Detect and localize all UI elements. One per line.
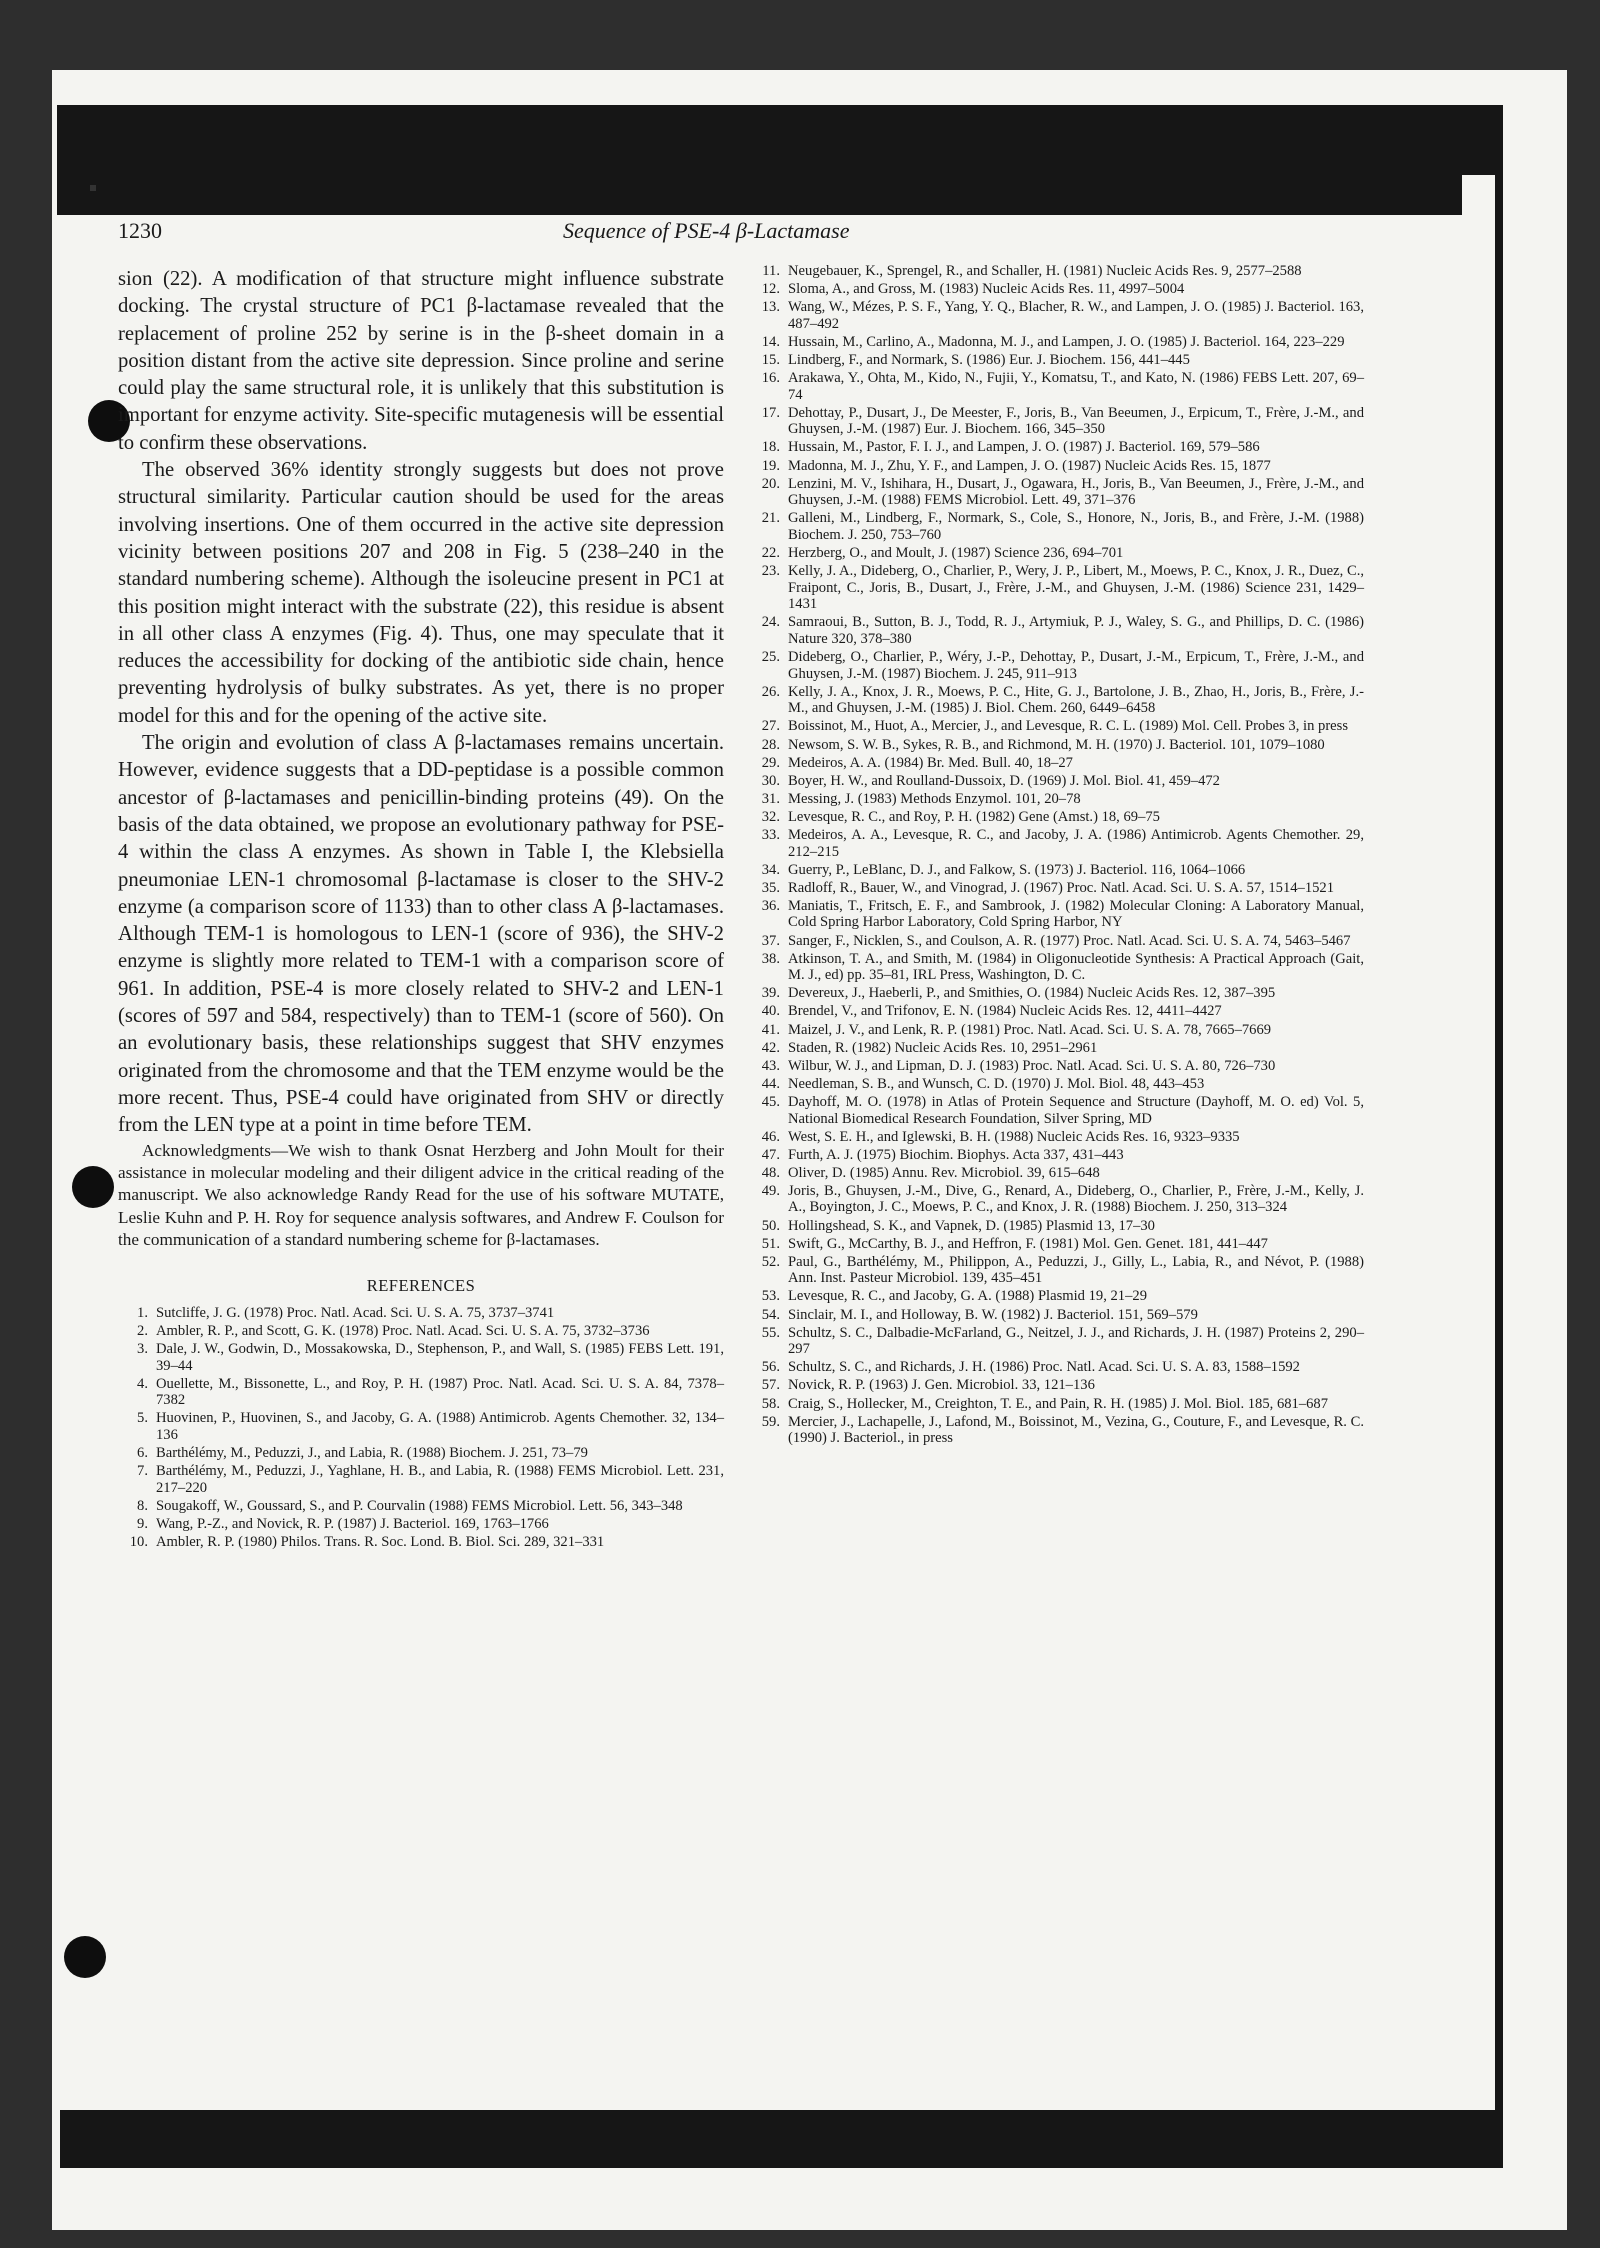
- reference-item: [750, 1040, 1364, 1057]
- reference-number: 46.: [761, 1128, 780, 1145]
- reference-number: 9.: [137, 1515, 148, 1532]
- reference-text: Herzberg, O., and Moult, J. (1987) Science 236, 694–701: [788, 545, 1124, 561]
- reference-item: [750, 458, 1364, 475]
- references-list-left: [118, 1305, 724, 1551]
- bottom-scan-border: [60, 2110, 1502, 2168]
- reference-text: Brendel, V., and Trifonov, E. N. (1984) Nucleic Acids Res. 12, 4411–4427: [788, 1003, 1222, 1020]
- references-heading: REFERENCES: [366, 1275, 476, 1295]
- reference-item: [750, 1236, 1364, 1253]
- reference-item: [750, 334, 1364, 351]
- reference-number: 20.: [761, 475, 780, 492]
- reference-number: 13.: [761, 299, 780, 316]
- reference-number: 55.: [761, 1324, 780, 1341]
- reference-item: [750, 827, 1364, 860]
- reference-item: [118, 1305, 724, 1322]
- reference-item: [750, 1076, 1364, 1093]
- reference-number: 15.: [761, 351, 780, 368]
- running-title: Sequence of PSE-4 β-Lactamase: [563, 218, 850, 243]
- reference-item: [750, 718, 1364, 735]
- reference-item: [750, 263, 1364, 280]
- reference-item: [750, 791, 1364, 808]
- reference-item: [750, 985, 1364, 1002]
- reference-item: [118, 1445, 724, 1462]
- reference-text: Medeiros, A. A., Levesque, R. C., and Jacoby, J. A. (1986) Antimicrob. Agents Chemother. 29, 212–215: [788, 827, 1364, 860]
- reference-item: [750, 1359, 1364, 1376]
- reference-text: Medeiros, A. A. (1984) Br. Med. Bull. 40, 18–27: [788, 754, 1073, 771]
- reference-text: Guerry, P., LeBlanc, D. J., and Falkow, S. (1973) J. Bacteriol. 116, 1064–1066: [788, 861, 1246, 878]
- reference-number: 27.: [761, 718, 780, 735]
- reference-text: Swift, G., McCarthy, B. J., and Heffron, F. (1981) Mol. Gen. Genet. 181, 441–447: [788, 1235, 1268, 1252]
- left-column: [118, 266, 724, 1552]
- reference-text: Levesque, R. C., and Roy, P. H. (1982) Gene (Amst.) 18, 69–75: [788, 808, 1160, 825]
- reference-item: [750, 476, 1364, 509]
- reference-text: Schultz, S. C., Dalbadie-McFarland, G., Neitzel, J. J., and Richards, J. H. (1987) Proteins 2, 290–297: [788, 1324, 1364, 1358]
- right-scan-border: [1495, 105, 1503, 2168]
- body-paragraph-3: The origin and evolution of class A β-lactamases remains uncertain. However, evidence suggests that a DD-peptidase is a possible common ancestor of β-lactamases and penicillin-binding proteins (49). On the basis of the data obtained, we propose an evolutionary pathway for PSE-4 within the class A enzymes. As shown in Table I, the Klebsiella pneumoniae LEN-1 chromosomal β-lactamase is closer to the SHV-2 enzyme (a comparison score of 1133) than to other class A β-lactamases. Although TEM-1 is homologous to LEN-1 (score of 936), the SHV-2 enzyme is slightly more related to TEM-1 with a comparison score of 961. In addition, PSE-4 is more closely related to SHV-2 and LEN-1 (scores of 597 and 584, respectively) than to TEM-1 (score of 560). On an evolutionary basis, these relationships suggest that SHV enzymes originated from the chromosome and that the TEM enzyme would be the more recent. Thus, PSE-4 could have originated from SHV or directly from the LEN type at a point in time before TEM.: [118, 732, 724, 1137]
- reference-item: [750, 439, 1364, 456]
- reference-text: Barthélémy, M., Peduzzi, J., Yaghlane, H. B., and Labia, R. (1988) FEMS Microbiol. Lett. 231, 217–220: [156, 1463, 724, 1496]
- reference-text: Hussain, M., Pastor, F. I. J., and Lampen, J. O. (1987) J. Bacteriol. 169, 579–586: [788, 439, 1260, 456]
- reference-text: Atkinson, T. A., and Smith, M. (1984) in Oligonucleotide Synthesis: A Practical Approach (Gait, M. J., ed) pp. 35–81, IRL Press, Washington, D. C.: [788, 950, 1364, 984]
- reference-text: Kelly, J. A., Dideberg, O., Charlier, P., Wery, J. P., Libert, M., Moews, P. C., Knox, J. R., Duez, C., Fraipont, C., Joris, B., Dusart, J., Frère, J.-M., and Ghuysen, J.-M. (1986) Science 231, 1429–1431: [788, 563, 1364, 613]
- reference-number: 54.: [761, 1306, 780, 1323]
- reference-item: [750, 773, 1364, 790]
- reference-text: Paul, G., Barthélémy, M., Philippon, A., Peduzzi, J., Gilly, L., Labia, R., and Névot, P. (1988) Ann. Inst. Pasteur Microbiol. 139, 435–451: [788, 1253, 1364, 1287]
- reference-number: 16.: [761, 370, 780, 387]
- reference-number: 49.: [761, 1182, 780, 1199]
- reference-number: 32.: [761, 808, 780, 825]
- reference-text: Barthélémy, M., Peduzzi, J., and Labia, R. (1988) Biochem. J. 251, 73–79: [156, 1445, 588, 1462]
- reference-number: 6.: [137, 1445, 148, 1462]
- reference-number: 29.: [761, 754, 780, 771]
- reference-number: 43.: [761, 1057, 780, 1074]
- reference-text: Novick, R. P. (1963) J. Gen. Microbiol. 33, 121–136: [788, 1377, 1095, 1394]
- reference-text: Wang, W., Mézes, P. S. F., Yang, Y. Q., Blacher, R. W., and Lampen, J. O. (1985) J. Bacteriol. 163, 487–492: [788, 299, 1364, 332]
- reference-item: [118, 1463, 724, 1496]
- page-number: 1230: [118, 218, 162, 243]
- reference-text: Dideberg, O., Charlier, P., Wéry, J.-P., Dehottay, P., Dusart, J.-M., Erpicum, T., Frère, J.-M., and Ghuysen, J.-M. (1987) Biochem. J. 245, 911–913: [788, 649, 1364, 682]
- reference-number: 14.: [761, 333, 780, 350]
- reference-text: Ambler, R. P., and Scott, G. K. (1978) Proc. Natl. Acad. Sci. U. S. A. 75, 3732–3736: [156, 1322, 650, 1339]
- reference-item: [750, 933, 1364, 950]
- reference-text: Boissinot, M., Huot, A., Mercier, J., and Levesque, R. C. L. (1989) Mol. Cell. Probes 3, in press: [788, 718, 1349, 735]
- reference-text: Sanger, F., Nicklen, S., and Coulson, A. R. (1977) Proc. Natl. Acad. Sci. U. S. A. 74, 5463–5467: [788, 932, 1351, 949]
- reference-number: 21.: [761, 510, 780, 527]
- reference-item: [750, 1396, 1364, 1413]
- reference-number: 40.: [761, 1003, 780, 1020]
- reference-number: 44.: [761, 1075, 780, 1092]
- reference-number: 4.: [137, 1375, 148, 1392]
- reference-text: Hussain, M., Carlino, A., Madonna, M. J., and Lampen, J. O. (1985) J. Bacteriol. 164, 223–229: [788, 333, 1345, 350]
- reference-item: [750, 352, 1364, 369]
- reference-text: Newsom, S. W. B., Sykes, R. B., and Richmond, M. H. (1970) J. Bacteriol. 101, 1079–1080: [788, 736, 1325, 753]
- reference-number: 57.: [761, 1377, 780, 1394]
- reference-number: 17.: [761, 404, 780, 421]
- reference-item: [750, 649, 1364, 682]
- reference-text: Lenzini, M. V., Ishihara, H., Dusart, J., Ogawara, H., Joris, B., Van Beeumen, J., Frère, J.-M., and Ghuysen, J.-M. (1988) FEMS Microbiol. Lett. 49, 371–376: [788, 475, 1364, 509]
- reference-item: [750, 299, 1364, 332]
- reference-item: [750, 1183, 1364, 1216]
- references-list-right: [750, 263, 1364, 1447]
- reference-number: 8.: [137, 1497, 148, 1514]
- reference-text: Galleni, M., Lindberg, F., Normark, S., Cole, S., Honore, N., Joris, B., and Frère, J.-M. (1988) Biochem. J. 250, 753–760: [788, 510, 1364, 543]
- reference-item: [750, 862, 1364, 879]
- right-column: [750, 263, 1364, 1448]
- reference-number: 7.: [137, 1463, 148, 1480]
- reference-item: [118, 1498, 724, 1515]
- reference-item: [750, 755, 1364, 772]
- reference-item: [750, 370, 1364, 403]
- reference-text: Arakawa, Y., Ohta, M., Kido, N., Fujii, Y., Komatsu, T., and Kato, N. (1986) FEBS Lett. 207, 69–74: [788, 370, 1364, 403]
- reference-text: Hollingshead, S. K., and Vapnek, D. (1985) Plasmid 13, 17–30: [788, 1217, 1155, 1234]
- reference-text: Levesque, R. C., and Jacoby, G. A. (1988) Plasmid 19, 21–29: [788, 1288, 1147, 1305]
- reference-text: Sloma, A., and Gross, M. (1983) Nucleic Acids Res. 11, 4997–5004: [788, 281, 1185, 298]
- body-paragraph-2: The observed 36% identity strongly suggests but does not prove structural similarity. Particular caution should be used for the areas involving insertions. One of them occurred in the active site depression vicinity between positions 207 and 208 in Fig. 5 (238–240 in the standard numbering scheme). Although the isoleucine present in PC1 at this position might interact with the substrate (22), this residue is absent in all other class A enzymes (Fig. 4). Thus, one may speculate that it reduces the accessibility for docking of the antibiotic side chain, hence preventing hydrolysis of bulky substrates. As yet, there is no proper model for this and for the opening of the active site.: [118, 459, 724, 727]
- reference-number: 10.: [129, 1534, 148, 1551]
- reference-text: Sinclair, M. I., and Holloway, B. W. (1982) J. Bacteriol. 151, 569–579: [788, 1306, 1198, 1323]
- reference-number: 11.: [762, 263, 780, 279]
- reference-item: [750, 405, 1364, 438]
- reference-number: 19.: [761, 457, 780, 474]
- reference-item: [118, 1376, 724, 1409]
- reference-text: Radloff, R., Bauer, W., and Vinograd, J. (1967) Proc. Natl. Acad. Sci. U. S. A. 57, 1514–1521: [788, 879, 1335, 896]
- reference-number: 47.: [761, 1146, 780, 1163]
- reference-text: West, S. E. H., and Iglewski, B. H. (1988) Nucleic Acids Res. 16, 9323–9335: [788, 1128, 1240, 1145]
- reference-number: 24.: [761, 614, 780, 631]
- reference-number: 18.: [761, 439, 780, 456]
- reference-number: 12.: [761, 281, 780, 298]
- reference-item: [750, 1058, 1364, 1075]
- reference-text: Furth, A. J. (1975) Biochim. Biophys. Acta 337, 431–443: [788, 1146, 1124, 1163]
- reference-number: 51.: [761, 1235, 780, 1252]
- reference-item: [750, 1129, 1364, 1146]
- reference-item: [750, 510, 1364, 543]
- top-scan-border: [57, 105, 1462, 215]
- reference-number: 35.: [761, 879, 780, 896]
- reference-number: 34.: [761, 861, 780, 878]
- acknowledgments: Acknowledgments—We wish to thank Osnat Herzberg and John Moult for their assistance in molecular modeling and their diligent advice in the critical reading of the manuscript. We also acknowledge Randy Read for the use of his software MUTATE, Leslie Kuhn and P. H. Roy for sequence analysis softwares, and Andrew F. Coulson for the communication of a standard numbering scheme for β-lactamases.: [118, 1140, 724, 1250]
- reference-number: 39.: [761, 985, 780, 1002]
- reference-item: [750, 545, 1364, 562]
- reference-text: Ouellette, M., Bissonette, L., and Roy, P. H. (1987) Proc. Natl. Acad. Sci. U. S. A. 84, 7378–7382: [156, 1375, 724, 1409]
- reference-text: Joris, B., Ghuysen, J.-M., Dive, G., Renard, A., Dideberg, O., Charlier, P., Frère, J.-M., Kelly, J. A., Boyington, J. C., Moews, P. C., and Knox, J. R. (1988) Biochem. J. 250, 313–324: [788, 1182, 1364, 1216]
- reference-text: Devereux, J., Haeberli, P., and Smithies, O. (1984) Nucleic Acids Res. 12, 387–395: [788, 985, 1276, 1002]
- reference-text: Schultz, S. C., and Richards, J. H. (1986) Proc. Natl. Acad. Sci. U. S. A. 83, 1588–1592: [788, 1359, 1300, 1376]
- reference-number: 38.: [761, 950, 780, 967]
- reference-item: [750, 1254, 1364, 1287]
- reference-text: Lindberg, F., and Normark, S. (1986) Eur. J. Biochem. 156, 441–445: [788, 351, 1190, 368]
- reference-text: Needleman, S. B., and Wunsch, C. D. (1970) J. Mol. Biol. 48, 443–453: [788, 1075, 1205, 1092]
- reference-number: 28.: [761, 736, 780, 753]
- reference-number: 31.: [761, 790, 780, 807]
- reference-text: Madonna, M. J., Zhu, Y. F., and Lampen, J. O. (1987) Nucleic Acids Res. 15, 1877: [788, 457, 1271, 474]
- scan-mark: [90, 185, 96, 191]
- reference-item: [750, 281, 1364, 298]
- reference-text: Craig, S., Hollecker, M., Creighton, T. E., and Pain, R. H. (1985) J. Mol. Biol. 185, 681–687: [788, 1395, 1329, 1412]
- reference-item: [750, 1147, 1364, 1164]
- reference-number: 58.: [761, 1395, 780, 1412]
- reference-item: [118, 1341, 724, 1374]
- reference-item: [750, 1377, 1364, 1394]
- reference-text: Maizel, J. V., and Lenk, R. P. (1981) Proc. Natl. Acad. Sci. U. S. A. 78, 7665–7669: [788, 1021, 1272, 1038]
- reference-number: 25.: [761, 649, 780, 666]
- punch-hole-middle: [72, 1166, 114, 1208]
- reference-number: 22.: [761, 545, 780, 561]
- reference-item: [118, 1534, 724, 1551]
- reference-item: [750, 1094, 1364, 1127]
- reference-number: 45.: [761, 1093, 780, 1110]
- reference-item: [750, 1307, 1364, 1324]
- reference-item: [750, 951, 1364, 984]
- reference-number: 23.: [761, 563, 780, 580]
- reference-item: [118, 1323, 724, 1340]
- reference-text: Samraoui, B., Sutton, B. J., Todd, R. J., Artymiuk, P. J., Waley, S. G., and Phillips, D. C. (1986) Nature 320, 378–380: [788, 614, 1364, 647]
- reference-number: 5.: [137, 1410, 148, 1427]
- reference-text: Neugebauer, K., Sprengel, R., and Schaller, H. (1981) Nucleic Acids Res. 9, 2577–2588: [788, 263, 1302, 279]
- reference-item: [750, 737, 1364, 754]
- reference-text: Dale, J. W., Godwin, D., Mossakowska, D., Stephenson, P., and Wall, S. (1985) FEBS Lett. 191, 39–44: [156, 1341, 724, 1374]
- reference-number: 30.: [761, 772, 780, 789]
- reference-number: 50.: [761, 1217, 780, 1234]
- reference-item: [750, 1288, 1364, 1305]
- reference-text: Oliver, D. (1985) Annu. Rev. Microbiol. 39, 615–648: [788, 1164, 1100, 1181]
- reference-number: 53.: [761, 1288, 780, 1305]
- reference-item: [750, 1022, 1364, 1039]
- reference-item: [750, 1218, 1364, 1235]
- reference-number: 41.: [761, 1021, 780, 1038]
- body-paragraph-1: sion (22). A modification of that structure might influence substrate docking. The crystal structure of PC1 β-lactamase revealed that the replacement of proline 252 by serine is in the β-sheet domain in a position distant from the active site depression. Since proline and serine could play the same structural role, it is unlikely that this substitution is important for enzyme activity. Site-specific mutagenesis will be essential to confirm these observations.: [118, 268, 724, 454]
- reference-item: [750, 1414, 1364, 1447]
- reference-text: Boyer, H. W., and Roulland-Dussoix, D. (1969) J. Mol. Biol. 41, 459–472: [788, 772, 1220, 789]
- reference-text: Mercier, J., Lachapelle, J., Lafond, M., Boissinot, M., Vezina, G., Couture, F., and Levesque, R. C. (1990) J. Bacteriol., in press: [788, 1413, 1364, 1447]
- reference-number: 33.: [761, 827, 780, 843]
- reference-number: 26.: [761, 683, 780, 700]
- reference-number: 59.: [761, 1413, 780, 1430]
- reference-number: 42.: [761, 1039, 780, 1056]
- reference-number: 37.: [761, 932, 780, 949]
- reference-text: Wilbur, W. J., and Lipman, D. J. (1983) Proc. Natl. Acad. Sci. U. S. A. 80, 726–730: [788, 1057, 1276, 1074]
- reference-number: 36.: [761, 897, 780, 914]
- reference-text: Sutcliffe, J. G. (1978) Proc. Natl. Acad. Sci. U. S. A. 75, 3737–3741: [156, 1304, 555, 1321]
- reference-text: Dehottay, P., Dusart, J., De Meester, F., Joris, B., Van Beeumen, J., Erpicum, T., Frère, J.-M., and Ghuysen, J.-M. (1987) Eur. J. Biochem. 166, 345–350: [788, 404, 1364, 438]
- reference-text: Maniatis, T., Fritsch, E. F., and Sambrook, J. (1982) Molecular Cloning: A Laboratory Manual, Cold Spring Harbor Laboratory, Cold Spring Harbor, NY: [788, 897, 1364, 931]
- reference-text: Huovinen, P., Huovinen, S., and Jacoby, G. A. (1988) Antimicrob. Agents Chemother. 32, 134–136: [156, 1410, 724, 1443]
- running-header: [118, 218, 1368, 252]
- reference-number: 56.: [761, 1359, 780, 1376]
- reference-number: 48.: [761, 1164, 780, 1181]
- punch-hole-bottom: [64, 1936, 106, 1978]
- reference-text: Staden, R. (1982) Nucleic Acids Res. 10, 2951–2961: [788, 1039, 1098, 1056]
- reference-item: [118, 1410, 724, 1443]
- reference-text: Kelly, J. A., Knox, J. R., Moews, P. C., Hite, G. J., Bartolone, J. B., Zhao, H., Joris, B., Frère, J.-M., and Ghuysen, J.-M. (1985) J. Biol. Chem. 260, 6449–6458: [788, 683, 1364, 717]
- reference-item: [750, 614, 1364, 647]
- reference-item: [118, 1516, 724, 1533]
- reference-item: [750, 898, 1364, 931]
- reference-text: Messing, J. (1983) Methods Enzymol. 101, 20–78: [788, 790, 1081, 807]
- reference-item: [750, 1165, 1364, 1182]
- reference-item: [750, 809, 1364, 826]
- reference-item: [750, 1003, 1364, 1020]
- reference-text: Sougakoff, W., Goussard, S., and P. Courvalin (1988) FEMS Microbiol. Lett. 56, 343–348: [156, 1497, 683, 1514]
- reference-item: [750, 684, 1364, 717]
- reference-text: Dayhoff, M. O. (1978) in Atlas of Protein Sequence and Structure (Dayhoff, M. O. ed) Vol. 5, National Biomedical Research Foundation, Silver Spring, MD: [788, 1093, 1364, 1127]
- reference-item: [750, 563, 1364, 613]
- reference-number: 1.: [137, 1304, 148, 1321]
- reference-item: [750, 1325, 1364, 1358]
- reference-item: [750, 880, 1364, 897]
- reference-text: Wang, P.-Z., and Novick, R. P. (1987) J. Bacteriol. 169, 1763–1766: [156, 1515, 549, 1532]
- reference-number: 3.: [137, 1341, 148, 1358]
- reference-number: 2.: [137, 1322, 148, 1339]
- reference-number: 52.: [761, 1253, 780, 1270]
- reference-text: Ambler, R. P. (1980) Philos. Trans. R. Soc. Lond. B. Biol. Sci. 289, 321–331: [156, 1534, 605, 1551]
